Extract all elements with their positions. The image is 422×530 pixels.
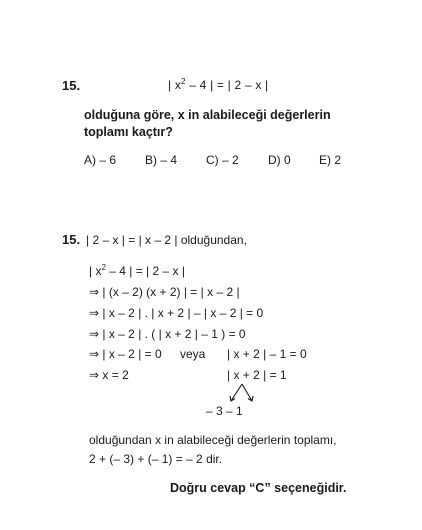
question-equation xyxy=(168,78,268,92)
solution-roots: – 3 – 1 xyxy=(206,404,243,418)
solution-number: 15. xyxy=(62,232,81,247)
solution-step5-veya: veya xyxy=(180,347,206,361)
solution-conclusion-line1: olduğundan x in alabileceği değerlerin toplamı, xyxy=(89,433,337,447)
option-b: B) – 4 xyxy=(145,153,178,167)
branch-arrows-icon xyxy=(222,383,262,405)
solution-conclusion-line2: 2 + (– 3) + (– 1) = – 2 dir. xyxy=(89,452,223,466)
solution-step5-right: | x + 2 | – 1 = 0 xyxy=(227,347,307,361)
solution-step4: ⇒ | x – 2 | . ( | x + 2 | – 1 ) = 0 xyxy=(89,327,246,341)
solution-step6-right: | x + 2 | = 1 xyxy=(227,368,287,382)
solution-step3: ⇒ | x – 2 | . | x + 2 | – | x – 2 | = 0 xyxy=(89,306,264,320)
solution-answer: Doğru cevap “C” seçeneğidir. xyxy=(170,481,347,495)
step1-base: | x xyxy=(89,264,102,278)
step1-rest: – 4 | = | 2 – x | xyxy=(105,264,185,278)
equation-rest: – 4 | = | 2 – x | xyxy=(185,78,269,92)
option-a: A) – 6 xyxy=(84,153,117,167)
option-d: D) 0 xyxy=(268,153,291,167)
question-prompt-line2: toplamı kaçtır? xyxy=(84,125,173,139)
question-prompt-line1: olduğuna göre, x in alabileceği değerlerin xyxy=(84,108,331,122)
solution-step6-left: ⇒ x = 2 xyxy=(89,368,129,382)
solution-step1 xyxy=(89,264,185,278)
solution-step5-left: ⇒ | x – 2 | = 0 xyxy=(89,347,162,361)
solution-intro: | 2 – x | = | x – 2 | olduğundan, xyxy=(86,233,247,247)
step1-exponent: 2 xyxy=(101,263,106,272)
solution-step2: ⇒ | (x – 2) (x + 2) | = | x – 2 | xyxy=(89,285,240,299)
option-e: E) 2 xyxy=(319,153,342,167)
question-number: 15. xyxy=(62,78,81,93)
option-c: C) – 2 xyxy=(206,153,239,167)
equation-exponent: 2 xyxy=(181,77,186,86)
equation-base: | x xyxy=(168,78,182,92)
